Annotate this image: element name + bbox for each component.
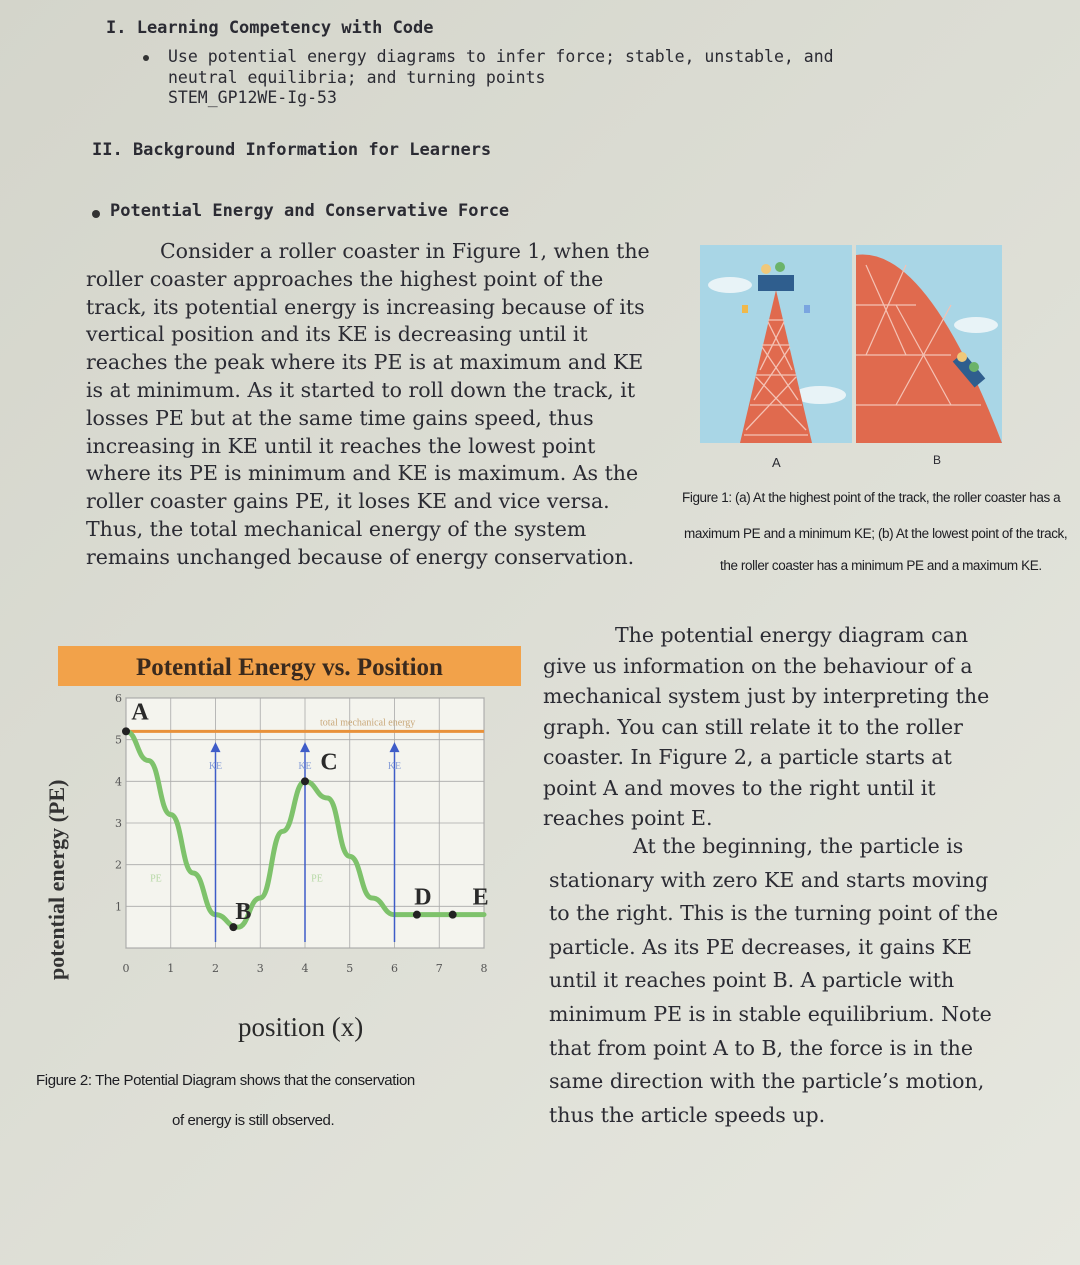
y-tick-label: 3	[115, 817, 122, 830]
paragraph-line: roller coaster gains PE, it loses KE and vice versa.	[86, 489, 610, 514]
paragraph-line: reaches point E.	[543, 806, 713, 830]
figure-1-caption-line-1: Figure 1: (a) At the highest point of the track, the roller coaster has a	[682, 490, 1061, 505]
x-tick-label: 4	[301, 962, 309, 975]
figure-1-caption-line-2: maximum PE and a minimum KE; (b) At the lowest point of the track,	[684, 526, 1068, 541]
point-label-b: B	[235, 899, 252, 926]
ke-arrow-label: KE	[208, 760, 223, 772]
bullet-dot	[143, 55, 149, 61]
figure-2-caption-line-2: of energy is still observed.	[172, 1112, 335, 1129]
paragraph-line: The potential energy diagram can	[615, 623, 969, 647]
bullet-dot	[92, 210, 100, 218]
x-tick-label: 2	[212, 962, 219, 975]
sub-heading: Potential Energy and Conservative Force	[110, 201, 510, 221]
paragraph-line: Consider a roller coaster in Figure 1, when the	[160, 239, 650, 263]
paragraph-line: roller coaster approaches the highest point of the	[86, 266, 604, 291]
paragraph-line: that from point A to B, the force is in the	[549, 1035, 973, 1060]
figure-1-label-b: B	[933, 453, 942, 467]
roller-coaster-bottom-illustration	[856, 245, 1002, 443]
competency-line-1: Use potential energy diagrams to infer force; stable, unstable, and	[168, 47, 834, 66]
chart-title-bar	[58, 646, 521, 686]
point-marker	[449, 911, 457, 919]
paragraph-1	[86, 238, 654, 572]
paragraph-line: stationary with zero KE and starts moving	[549, 867, 989, 892]
y-tick-label: 4	[115, 775, 122, 789]
paragraph-line: Thus, the total mechanical energy of the system	[86, 516, 587, 541]
figure-1-panel-a	[700, 245, 852, 443]
paragraph-line: track, its potential energy is increasing because of its	[86, 294, 645, 319]
paragraph-line: At the beginning, the particle is	[633, 834, 964, 858]
x-tick-label: 1	[167, 962, 175, 975]
paragraph-line: point A and moves to the right until it	[543, 775, 936, 800]
chart-y-axis-label: potential energy (PE)	[44, 779, 69, 980]
point-marker	[122, 727, 130, 735]
roller-coaster-top-illustration	[700, 245, 852, 443]
paragraph-line: give us information on the behaviour of a	[543, 653, 973, 678]
pe-label: PE	[150, 873, 162, 885]
x-tick-label: 0	[122, 962, 130, 975]
paragraph-line: minimum PE is in stable equilibrium. Note	[549, 1001, 992, 1026]
competency-line-2: neutral equilibria; and turning points	[168, 68, 546, 87]
ke-arrow-label: KE	[298, 760, 312, 772]
point-label-d: D	[414, 884, 432, 911]
x-tick-label: 6	[391, 962, 398, 975]
paragraph-line: same direction with the particle’s motion,	[549, 1069, 985, 1094]
paragraph-3	[549, 830, 1035, 1132]
paragraph-line: until it reaches point B. A particle with	[549, 968, 955, 993]
potential-energy-chart	[100, 686, 500, 986]
paragraph-line: reaches the peak where its PE is at maximum and KE	[86, 350, 644, 375]
paragraph-2	[543, 620, 1019, 834]
paragraph-line: vertical position and its KE is decreasing until it	[86, 322, 588, 347]
point-label-e: E	[472, 884, 489, 911]
figure-1-caption-line-3: the roller coaster has a minimum PE and a maximum KE.	[720, 558, 1042, 573]
paragraph-line: remains unchanged because of energy conservation.	[86, 544, 635, 569]
figure-1-label-a: A	[772, 455, 781, 470]
x-tick-label: 7	[435, 962, 443, 975]
paragraph-line: to the right. This is the turning point of the	[549, 901, 999, 926]
x-tick-label: 5	[346, 962, 354, 975]
figure-2-caption-line-1: Figure 2: The Potential Diagram shows that the conservation	[36, 1072, 415, 1089]
ke-arrow-label: KE	[387, 760, 402, 772]
point-marker	[301, 777, 309, 785]
paragraph-line: particle. As its PE decreases, it gains KE	[549, 934, 972, 959]
paragraph-line: thus the article speeds up.	[549, 1102, 826, 1127]
paragraph-line: mechanical system just by interpreting the	[543, 684, 990, 708]
y-tick-label: 1	[115, 900, 122, 914]
y-tick-label: 2	[115, 858, 122, 872]
paragraph-line: is at minimum. As it started to roll down the track, it	[86, 377, 636, 402]
competency-code: STEM_GP12WE-Ig-53	[168, 88, 337, 107]
point-label-c: C	[320, 749, 338, 776]
chart-title: Potential Energy vs. Position	[136, 654, 443, 681]
paragraph-line: increasing in KE until it reaches the lowest point	[86, 433, 596, 458]
section-2-heading: II. Background Information for Learners	[92, 140, 492, 160]
pe-label: PE	[311, 873, 323, 885]
total-energy-label: total mechanical energy	[319, 717, 416, 729]
point-marker	[413, 911, 421, 919]
x-tick-label: 8	[480, 962, 488, 975]
x-tick-label: 3	[256, 962, 264, 975]
figure-1-panel-b	[856, 245, 1002, 443]
y-tick-label: 6	[115, 692, 122, 705]
paragraph-line: losses PE but at the same time gains speed, thus	[86, 405, 594, 430]
y-tick-label: 5	[115, 733, 122, 747]
section-1-heading: I. Learning Competency with Code	[106, 18, 434, 38]
chart-x-axis-label: position (x)	[238, 1012, 364, 1042]
paragraph-line: graph. You can still relate it to the roller	[543, 714, 963, 739]
paragraph-line: where its PE is minimum and KE is maximum. As the	[86, 461, 639, 486]
point-label-a: A	[131, 699, 149, 726]
paragraph-line: coaster. In Figure 2, a particle starts at	[543, 745, 952, 769]
